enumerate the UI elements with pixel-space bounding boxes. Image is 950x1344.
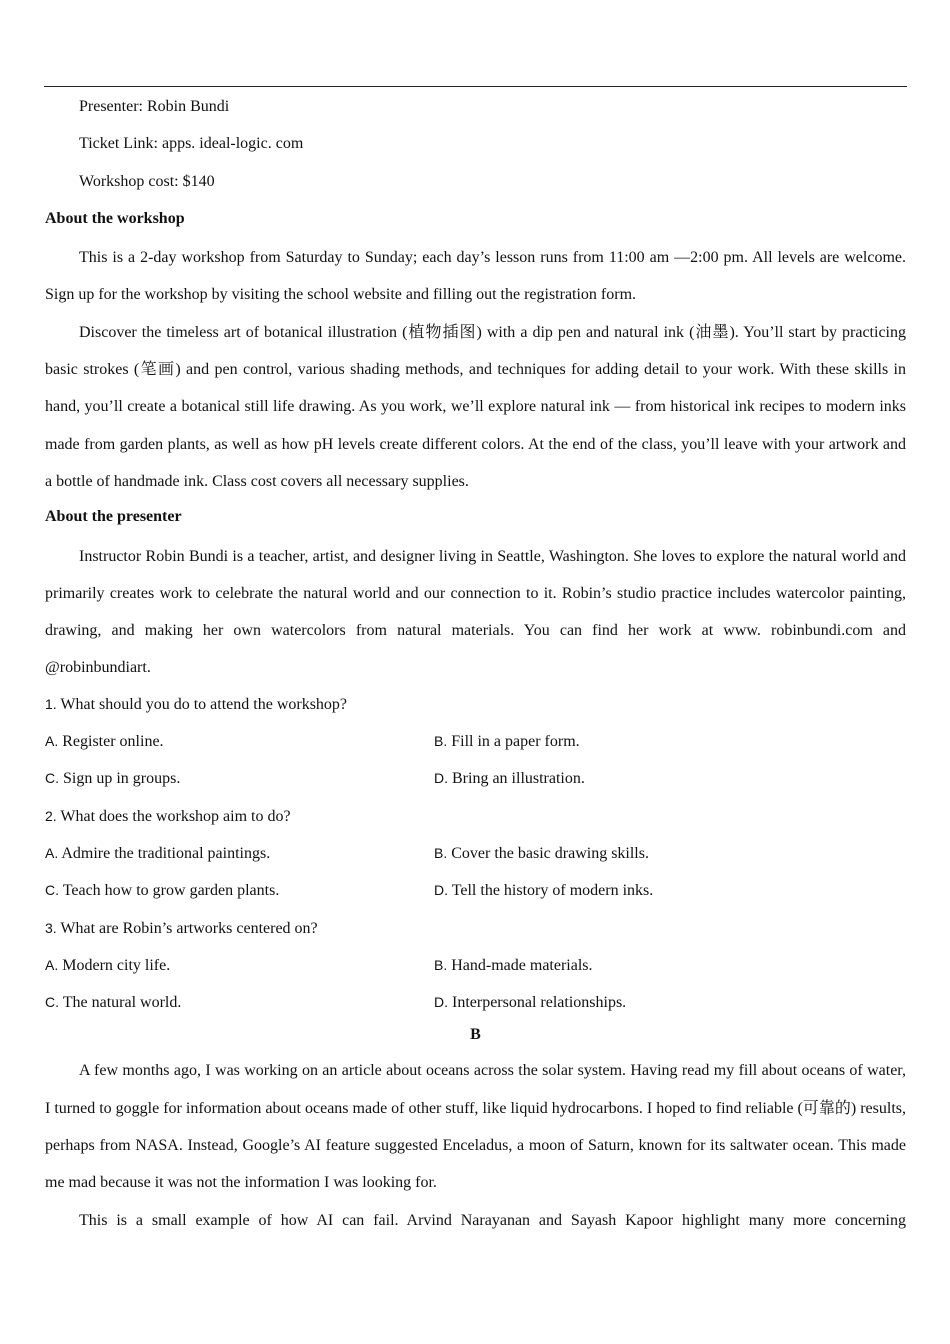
- question-3: [45, 911, 906, 948]
- section-b-paragraph-1: A few months ago, I was working on an article about oceans across the solar system. Having read my fill about oceans of water, I turned to goggle for information about oceans made of other stuff, like liquid hydrocarbons. I hoped to find reliable (可靠的) results, perhaps from NASA. Instead, Google’s AI feature suggested Enceladus, a moon of Saturn, known for its saltwater ocean. This made me mad because it was not the information I was looking for.: [45, 1062, 906, 1192]
- option-c: [45, 873, 434, 910]
- cost-line: Workshop cost: $140: [79, 172, 215, 190]
- section-b-heading: B: [470, 1026, 481, 1044]
- question-2: [45, 799, 906, 836]
- document-page: [45, 90, 906, 1239]
- question-text: What does the workshop aim to do?: [60, 807, 291, 825]
- option-text: Bring an illustration.: [452, 770, 585, 788]
- question-text: What are Robin’s artworks centered on?: [60, 919, 318, 937]
- option-text: Sign up in groups.: [63, 770, 181, 788]
- option-b: [434, 836, 823, 873]
- about-presenter-heading: About the presenter: [45, 508, 182, 526]
- option-a: [45, 836, 434, 873]
- option-c: [45, 985, 434, 1022]
- workshop-paragraph-1: This is a 2-day workshop from Saturday to Sunday; each day’s lesson runs from 11:00 am —2:00 pm. All levels are welcome. Sign up for the workshop by visiting the school website and filling out the registration form.: [45, 249, 906, 304]
- option-text: The natural world.: [62, 994, 182, 1012]
- option-b: [434, 948, 823, 985]
- option-text: Register online.: [62, 733, 164, 751]
- about-workshop-heading: About the workshop: [45, 209, 185, 227]
- option-label: B.: [434, 844, 448, 861]
- section-b-paragraph-2: This is a small example of how AI can fail. Arvind Narayanan and Sayash Kapoor highlight many more concerning: [79, 1211, 906, 1229]
- option-label: A.: [45, 733, 59, 750]
- option-label: B.: [434, 956, 448, 973]
- question-number: 2.: [45, 807, 57, 824]
- options-row: [45, 761, 906, 798]
- option-label: A.: [45, 844, 59, 861]
- option-label: D.: [434, 994, 448, 1011]
- options-row: [45, 724, 906, 761]
- question-1: [45, 687, 906, 724]
- option-label: A.: [45, 956, 59, 973]
- option-text: Admire the traditional paintings.: [61, 844, 271, 862]
- option-text: Cover the basic drawing skills.: [451, 844, 649, 862]
- option-text: Modern city life.: [62, 956, 171, 974]
- option-text: Teach how to grow garden plants.: [62, 882, 280, 900]
- option-d: [434, 985, 823, 1022]
- option-text: Interpersonal relationships.: [452, 994, 627, 1012]
- option-b: [434, 724, 823, 761]
- option-d: [434, 761, 823, 798]
- question-text: What should you do to attend the workshop?: [60, 695, 348, 713]
- option-c: [45, 761, 434, 798]
- option-text: Tell the history of modern inks.: [451, 882, 654, 900]
- option-label: D.: [434, 770, 448, 787]
- option-label: C.: [45, 994, 59, 1011]
- option-text: Hand-made materials.: [451, 956, 593, 974]
- workshop-paragraph-2: Discover the timeless art of botanical illustration (植物插图) with a dip pen and natural ink (油墨). You’ll start by practicing basic strokes (笔画) and pen control, various shading methods, and techniques for adding detail to your work. With these skills in hand, you’ll create a botanical still life drawing. As you work, we’ll explore natural ink — from historical ink recipes to modern inks made from garden plants, as well as how pH levels create different colors. At the end of the class, you’ll leave with your artwork and a bottle of handmade ink. Class cost covers all necessary supplies.: [45, 323, 906, 490]
- question-number: 3.: [45, 919, 57, 936]
- options-row: [45, 873, 906, 910]
- ticket-link-line: Ticket Link: apps. ideal-logic. com: [79, 135, 304, 153]
- question-number: 1.: [45, 695, 57, 712]
- option-label: B.: [434, 733, 448, 750]
- option-a: [45, 724, 434, 761]
- presenter-line: Presenter: Robin Bundi: [79, 98, 230, 115]
- presenter-paragraph: Instructor Robin Bundi is a teacher, artist, and designer living in Seattle, Washington. She loves to explore the natural world and primarily creates work to celebrate the natural world and our connection to it. Robin’s studio practice includes watercolor painting, drawing, and making her own watercolors from natural materials. You can find her work at www. robinbundi.com and @robinbundiart.: [45, 547, 906, 677]
- options-row: [45, 836, 906, 873]
- option-label: C.: [45, 770, 59, 787]
- option-d: [434, 873, 823, 910]
- options-row: [45, 985, 906, 1022]
- option-label: C.: [45, 882, 59, 899]
- option-text: Fill in a paper form.: [451, 733, 580, 751]
- option-a: [45, 948, 434, 985]
- options-row: [45, 948, 906, 985]
- header-rule: [44, 86, 907, 87]
- option-label: D.: [434, 882, 448, 899]
